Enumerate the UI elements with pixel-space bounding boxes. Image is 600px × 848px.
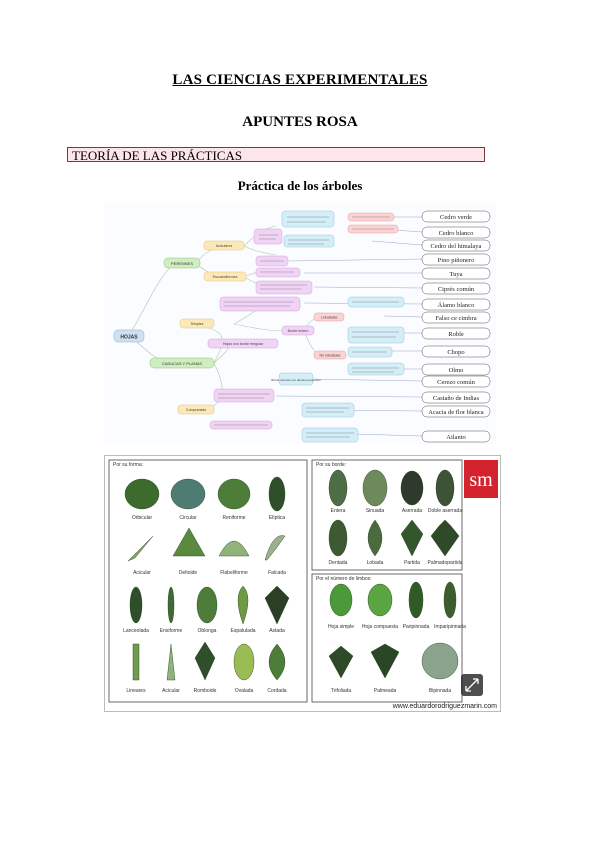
svg-text:PERENNES: PERENNES: [170, 261, 194, 266]
svg-text:Cedro blanco: Cedro blanco: [438, 230, 474, 237]
svg-text:Partida: Partida: [404, 560, 420, 566]
svg-text:HOJAS: HOJAS: [120, 334, 138, 341]
svg-text:Falcada: Falcada: [268, 570, 286, 576]
svg-text:Palmadopartida: Palmadopartida: [427, 560, 463, 566]
svg-text:Acicular: Acicular: [162, 688, 180, 694]
svg-text:Compuestas: Compuestas: [185, 408, 207, 412]
svg-text:Aserrada: Aserrada: [401, 508, 423, 514]
credit-url: www.eduardorodriguezmarin.com: [392, 703, 497, 710]
svg-text:Ailanto: Ailanto: [446, 434, 466, 441]
svg-text:Ensiforme: Ensiforme: [159, 628, 183, 634]
svg-text:Pino piñonero: Pino piñonero: [437, 257, 475, 264]
svg-text:Lobuladas: Lobuladas: [320, 315, 338, 320]
svg-text:sm: sm: [469, 469, 493, 491]
svg-text:Hoja compuesta: Hoja compuesta: [361, 624, 399, 630]
svg-text:Doble aserrada: Doble aserrada: [427, 508, 463, 514]
svg-text:Hoja simple: Hoja simple: [327, 624, 355, 630]
svg-text:Romboide: Romboide: [193, 688, 217, 694]
svg-text:Elíptica: Elíptica: [268, 515, 286, 521]
svg-text:Hojas con borde irregular: Hojas con borde irregular: [222, 342, 264, 346]
svg-text:Acacia de flor blanca: Acacia de flor blanca: [428, 409, 484, 416]
svg-text:Orbicular: Orbicular: [131, 515, 153, 521]
svg-text:Cordada: Cordada: [267, 688, 287, 694]
svg-text:Flabeliforme: Flabeliforme: [220, 570, 248, 576]
svg-text:Borde serrado con dientes pequ: Borde serrado con dientes pequeños: [271, 378, 321, 382]
svg-text:Castaño de Indias: Castaño de Indias: [432, 395, 480, 402]
expand-icon[interactable]: [461, 674, 483, 696]
leaf-classification-mindmap: [104, 203, 496, 444]
practice-title: Práctica de los árboles: [237, 178, 363, 193]
svg-text:Espatulada: Espatulada: [230, 628, 256, 634]
svg-text:Aciculares: Aciculares: [215, 244, 233, 248]
svg-text:Escuamiformes: Escuamiformes: [212, 275, 238, 279]
svg-text:Simples: Simples: [190, 322, 204, 326]
svg-text:Cerezo común: Cerezo común: [437, 379, 475, 386]
svg-text:Acicular: Acicular: [133, 570, 151, 576]
svg-text:Ovalada: Ovalada: [234, 688, 254, 694]
svg-text:Lobada: Lobada: [366, 560, 384, 566]
svg-text:Paripinnada: Paripinnada: [402, 624, 430, 630]
svg-text:Cedro verde: Cedro verde: [440, 214, 472, 221]
svg-text:Bipinnada: Bipinnada: [428, 688, 452, 694]
svg-text:Falso ce cimbra: Falso ce cimbra: [435, 315, 477, 322]
svg-text:Circular: Circular: [179, 515, 197, 521]
svg-text:Roble: Roble: [448, 331, 464, 338]
svg-text:Imparipinnada: Imparipinnada: [434, 624, 466, 630]
svg-text:Olmo: Olmo: [448, 367, 464, 374]
section-heading: TEORÍA DE LAS PRÁCTICAS: [67, 147, 485, 162]
svg-text:Entera: Entera: [330, 508, 346, 514]
document-title: LAS CIENCIAS EXPERIMENTALES: [172, 72, 428, 88]
svg-text:Lineares: Lineares: [126, 688, 146, 694]
svg-text:Deltoide: Deltoide: [178, 570, 198, 576]
svg-text:Álamo blanco: Álamo blanco: [437, 302, 475, 309]
svg-text:Dentada: Dentada: [328, 560, 348, 566]
svg-text:Trifoliada: Trifoliada: [330, 688, 352, 694]
svg-text:Palmeada: Palmeada: [373, 688, 397, 694]
svg-text:Cedro del himalaya: Cedro del himalaya: [430, 243, 482, 250]
svg-text:Reniforme: Reniforme: [222, 515, 246, 521]
svg-text:Lanceolada: Lanceolada: [123, 628, 149, 634]
svg-text:Ciprés común: Ciprés común: [437, 286, 475, 293]
svg-text:Por su forma:: Por su forma:: [113, 462, 144, 468]
svg-text:Por el número de limbos:: Por el número de limbos:: [316, 576, 372, 582]
document-subtitle: APUNTES ROSA: [242, 114, 358, 130]
svg-text:Sinuada: Sinuada: [365, 508, 385, 514]
svg-text:Tuya: Tuya: [449, 271, 463, 278]
svg-text:Borde entero: Borde entero: [287, 329, 309, 333]
svg-text:Astada: Astada: [269, 628, 285, 634]
svg-text:Oblonga: Oblonga: [197, 628, 217, 634]
svg-text:Por su borde:: Por su borde:: [316, 462, 347, 468]
svg-text:No lobuladas: No lobuladas: [319, 353, 341, 358]
leaf-types-chart: [104, 455, 501, 712]
svg-text:CADUCAS Y PLANAS: CADUCAS Y PLANAS: [161, 361, 203, 366]
svg-text:Chopo: Chopo: [447, 349, 465, 356]
